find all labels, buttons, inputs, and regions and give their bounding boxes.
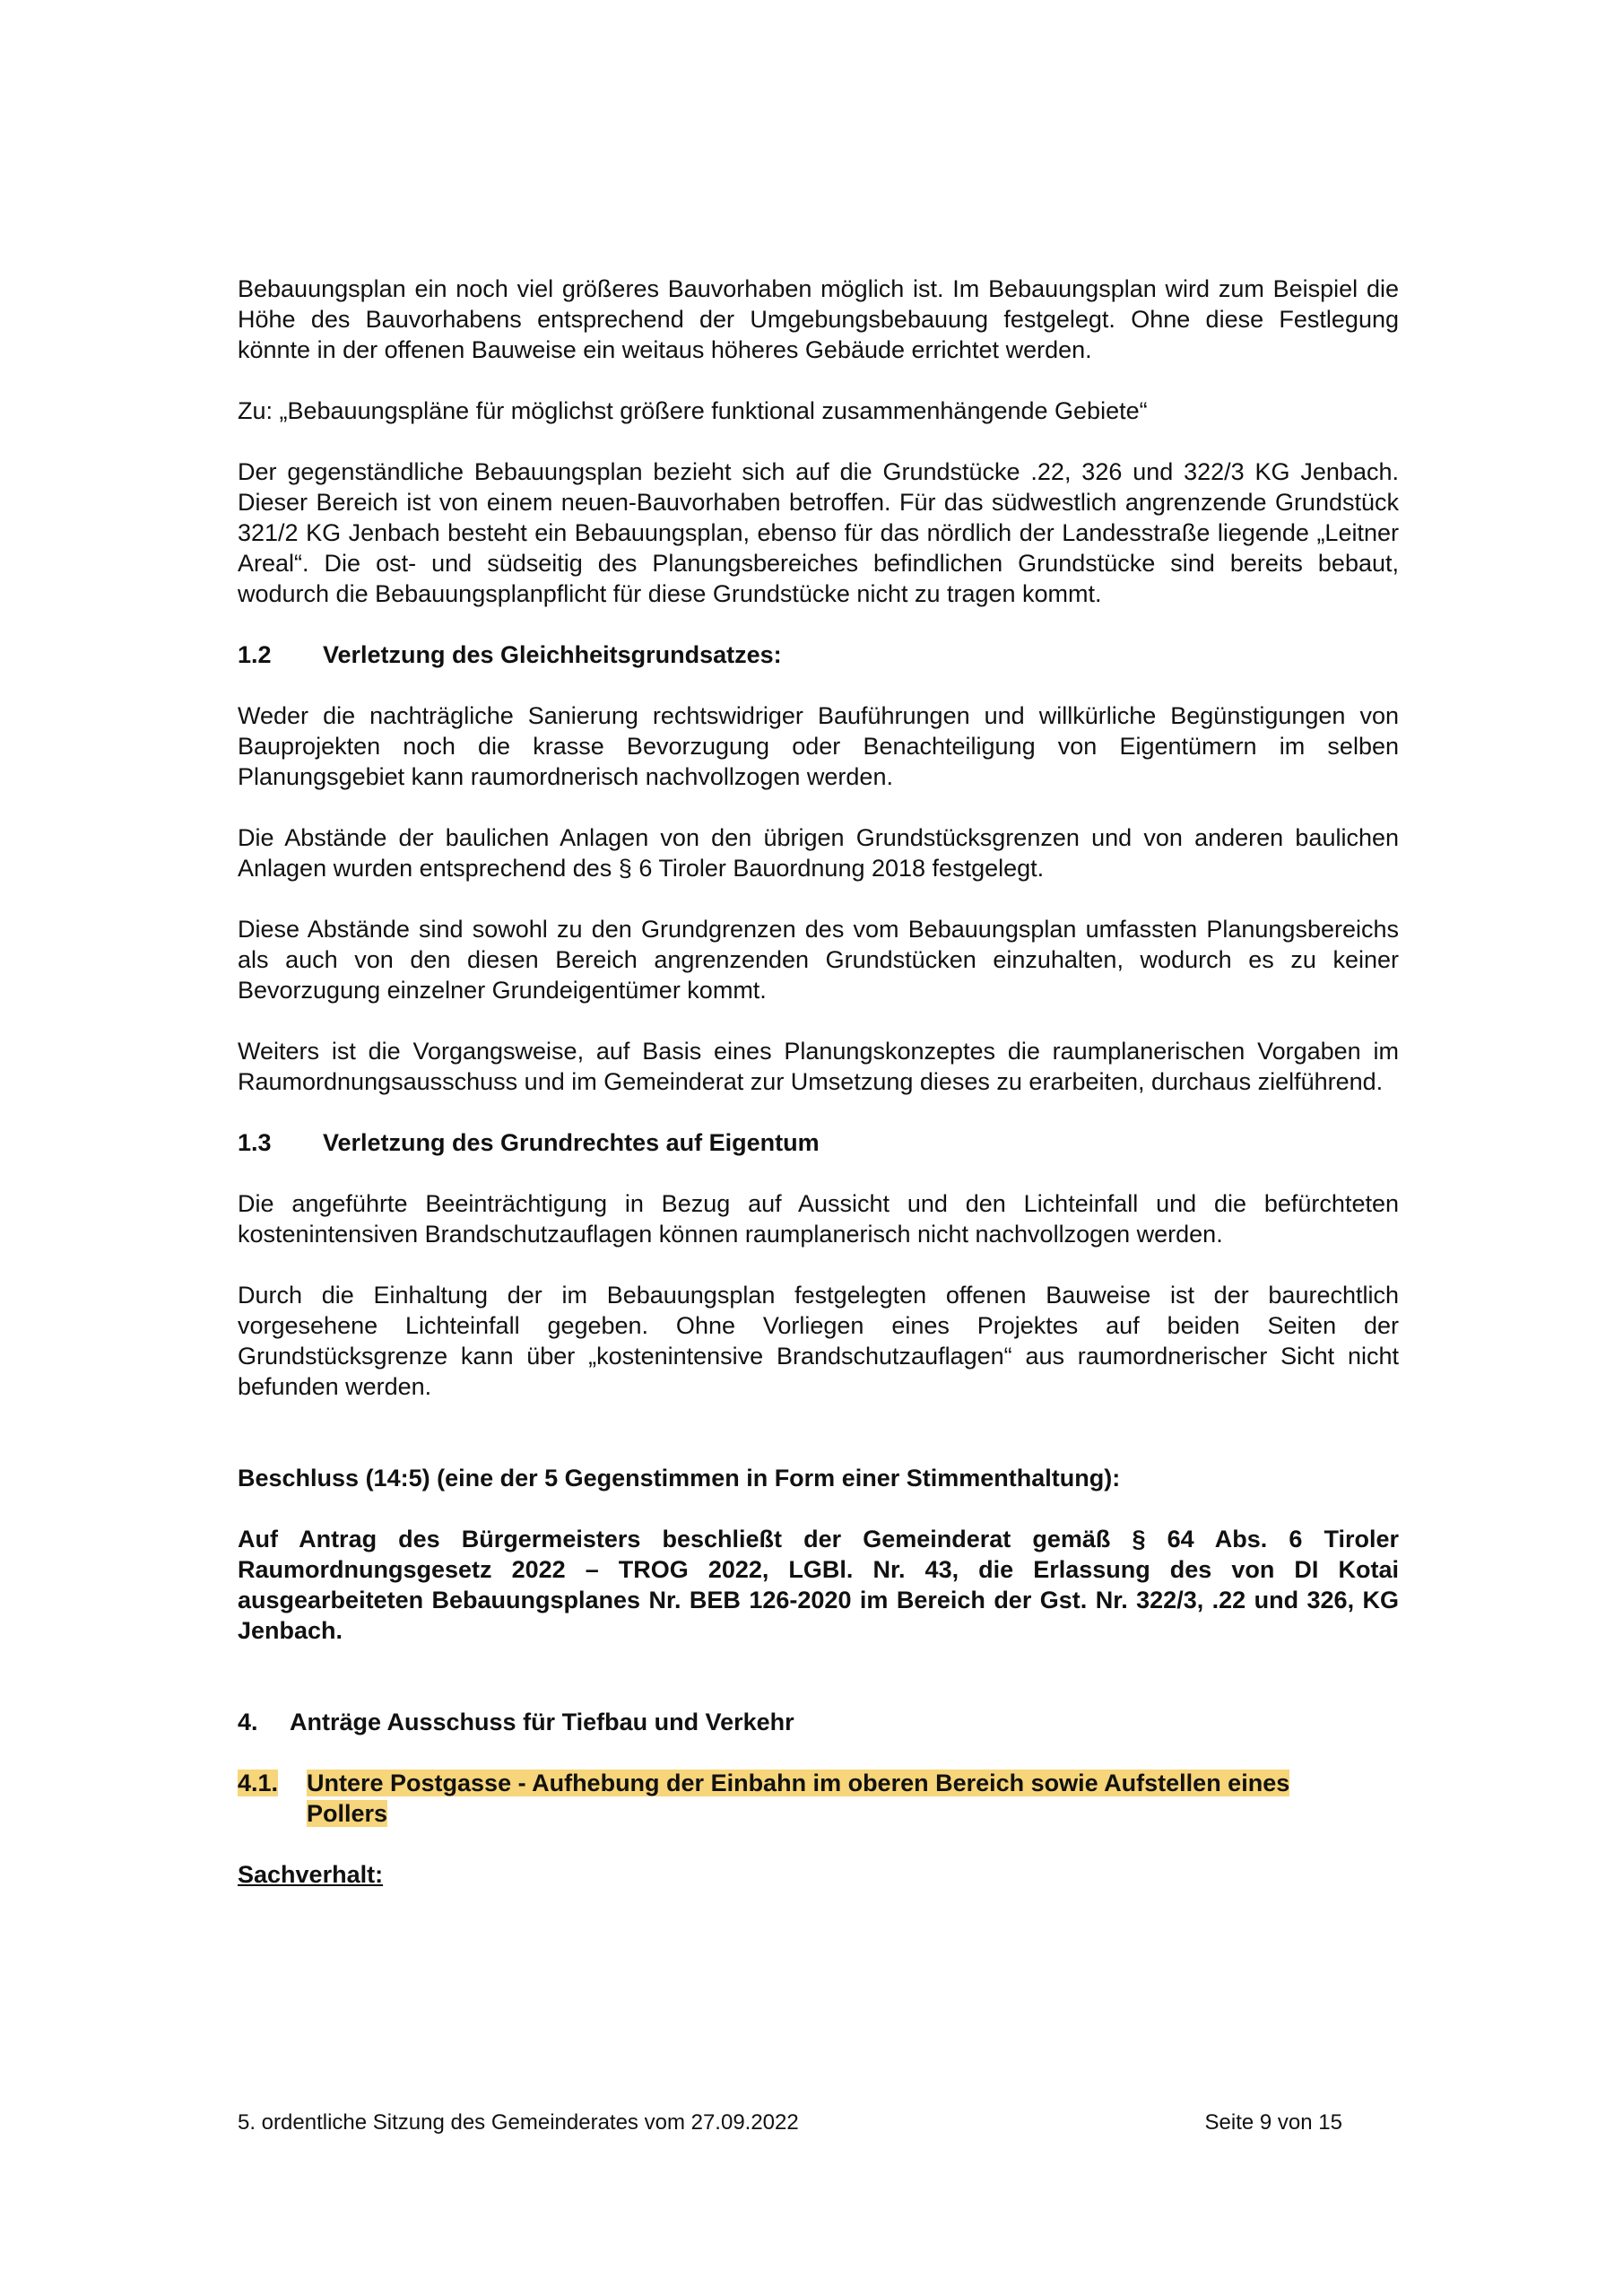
heading-1-2-number: 1.2 (238, 641, 272, 668)
heading-4-1-number: 4.1. (238, 1770, 279, 1796)
paragraph-weiters: Weiters ist die Vorgangsweise, auf Basis eines Planungskonzeptes die raumplanerischen Vorgaben im Raumordnungsausschuss und im Gemeinderat zur Umsetzung dieses zu erarbeiten, durchaus zielführend. (238, 1038, 1399, 1095)
paragraph-diese: Diese Abstände sind sowohl zu den Grundgrenzen des vom Bebauungsplan umfassten Planungsbereichs als auch von den diesen Bereich angrenzenden Grundstücken einzuhalten, wodurch es zu keiner Bevorzugung einzelner Grundeigentümer kommt. (238, 916, 1399, 1004)
heading-1-2 (238, 639, 1399, 670)
heading-4-1-text-line1: Untere Postgasse - Aufhebung der Einbahn im oberen Bereich sowie Aufstellen eines (307, 1770, 1290, 1796)
paragraph-grundstuecke: Der gegenständliche Bebauungsplan bezieht sich auf die Grundstücke .22, 326 und 322/3 KG Jenbach. Dieser Bereich ist von einem neuen-Bauvorhaben betroffen. Für das südwestlich angrenzende Grundstück 321/2 KG Jenbach besteht ein Bebauungsplan, ebenso für das nördlich der Landesstraße liegende „Leitner Areal“. Die ost- und südseitig des Planungsbereiches befindlichen Grundstücke sind bereits bebaut, wodurch die Bebauungsplanpflicht für diese Grundstücke nicht zu tragen kommt. (238, 458, 1399, 607)
footer-page-number: Seite 9 von 15 (1204, 2110, 1342, 2135)
paragraph-weder: Weder die nachträgliche Sanierung rechtswidriger Bauführungen und willkürliche Begünstigungen von Bauprojekten noch die krasse Bevorzugung oder Benachteiligung von Eigentümern im selben Planungsgebiet kann raumordnerisch nachvollzogen werden. (238, 702, 1399, 790)
page-footer (238, 2109, 1342, 2136)
paragraph-abstaende: Die Abstände der baulichen Anlagen von den übrigen Grundstücksgrenzen und von anderen baulichen Anlagen wurden entsprechend des § 6 Tiroler Bauordnung 2018 festgelegt. (238, 824, 1399, 882)
paragraph-zu: Zu: „Bebauungspläne für möglichst größere funktional zusammenhängende Gebiete“ (238, 397, 1148, 424)
antrag-paragraph: Auf Antrag des Bürgermeisters beschließt der Gemeinderat gemäß § 64 Abs. 6 Tiroler Raumordnungsgesetz 2022 – TROG 2022, LGBl. Nr. 43, die Erlassung des von DI Kotai ausgearbeiteten Bebauungsplanes Nr. BEB 126-2020 im Bereich der Gst. Nr. 322/3, .22 und 326, KG Jenbach. (238, 1526, 1399, 1644)
paragraph-beeintraechtigung: Die angeführte Beeinträchtigung in Bezug auf Aussicht und den Lichteinfall und die befürchteten kostenintensiven Brandschutzauflagen können raumplanerisch nicht nachvollzogen werden. (238, 1190, 1399, 1248)
paragraph-intro: Bebauungsplan ein noch viel größeres Bauvorhaben möglich ist. Im Bebauungsplan wird zum Beispiel die Höhe des Bauvorhabens entsprechend der Umgebungsbebauung festgelegt. Ohne diese Festlegung könnte in der offenen Bauweise ein weitaus höheres Gebäude errichtet werden. (238, 275, 1399, 363)
paragraph-einhaltung: Durch die Einhaltung der im Bebauungsplan festgelegten offenen Bauweise ist der baurechtlich vorgesehene Lichteinfall gegeben. Ohne Vorliegen eines Projektes auf beiden Seiten der Grundstücksgrenze kann über „kostenintensive Brandschutzauflagen“ aus raumordnerischer Sicht nicht befunden werden. (238, 1282, 1399, 1400)
beschluss-line: Beschluss (14:5) (eine der 5 Gegenstimmen in Form einer Stimmenthaltung): (238, 1465, 1121, 1492)
heading-4-text: Anträge Ausschuss für Tiefbau und Verkehr (290, 1709, 794, 1735)
heading-1-3-number: 1.3 (238, 1129, 272, 1156)
heading-1-3-text: Verletzung des Grundrechtes auf Eigentum (323, 1129, 820, 1156)
heading-1-3 (238, 1127, 1399, 1158)
heading-1-2-text: Verletzung des Gleichheitsgrundsatzes: (323, 641, 782, 668)
page-content (238, 274, 1399, 1890)
sachverhalt-heading: Sachverhalt: (238, 1861, 384, 1888)
heading-4-1 (238, 1768, 1399, 1829)
footer-session-info: 5. ordentliche Sitzung des Gemeinderates vom 27.09.2022 (238, 2110, 799, 2135)
heading-4 (238, 1707, 1399, 1737)
heading-4-1-text-line2: Pollers (307, 1800, 388, 1827)
heading-4-number: 4. (238, 1709, 258, 1735)
